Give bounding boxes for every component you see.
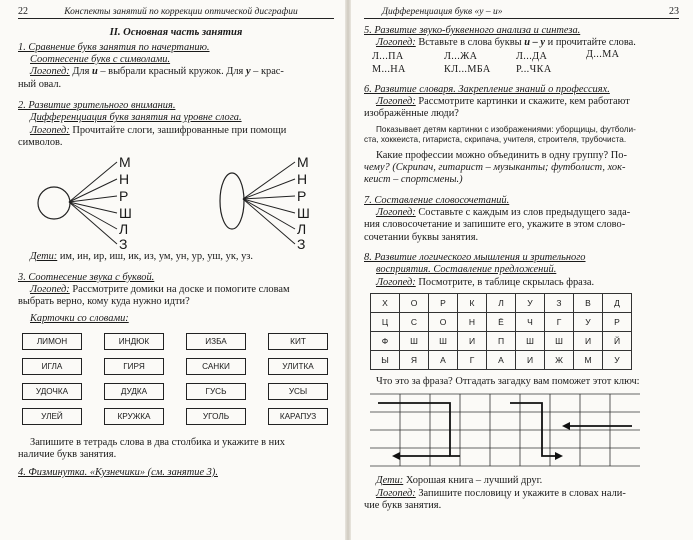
fill-word: Л...ПА: [372, 50, 404, 62]
grid-cell: И: [458, 332, 487, 351]
word-card: ИНДЮК: [104, 333, 164, 350]
oval-symbol: [220, 173, 244, 229]
word-card: ГУСЬ: [186, 383, 246, 400]
section-2-title: 2. Развитие зрительного внимания.: [18, 100, 176, 112]
section-8-question: Что это за фраза? Отгадать загадку вам поможет этот ключ:: [376, 376, 640, 388]
syllable-letter: Н: [119, 171, 130, 188]
grid-cell: Ш: [545, 332, 574, 351]
grid-cell: Д: [603, 294, 632, 313]
word-card: ГИРЯ: [104, 358, 164, 375]
grid-cell: Й: [603, 332, 632, 351]
syllable-letter: З: [119, 236, 128, 253]
grid-cell: П: [487, 332, 516, 351]
section-6-text: [364, 96, 679, 108]
syllable-letter: Л: [119, 221, 129, 238]
letter: у: [245, 66, 251, 78]
section-1-text-2: ный овал.: [18, 78, 62, 90]
section-6-text-2: изображённые люди?: [364, 108, 459, 120]
text-run: – выбрали красный кружок. Для: [97, 66, 246, 78]
section-1-subtitle: Соотнесение букв с символами.: [30, 54, 171, 66]
grid-cell: Р: [603, 313, 632, 332]
section-7-text-2: ния словосочетание и запишите его, укажите в этом слово-: [364, 219, 626, 231]
running-title: Дифференциация букв «у – и»: [382, 7, 503, 17]
section-6-title: 6. Развитие словаря. Закрепление знаний о профессиях.: [364, 83, 610, 95]
section-1-title: 1. Сравнение букв занятия по начертанию.: [18, 42, 210, 53]
section-7-text: [364, 207, 679, 219]
key-grid-diagram: [370, 392, 640, 467]
fill-word: Л...ЖА: [444, 50, 478, 62]
running-title: Конспекты занятий по коррекции оптической дисграфии: [64, 7, 298, 17]
grid-cell: О: [429, 313, 458, 332]
grid-cell: Ы: [371, 351, 400, 370]
section-3-task: Запишите в тетрадь слова в два столбика и укажите в них: [30, 437, 285, 449]
section-6-question-2: чему? (Скрипач, гитарист – музыканты; футболист, хок-: [364, 162, 626, 174]
section-3-text-2: выбрать верно, кому куда нужно идти?: [18, 296, 190, 308]
teacher-note-2: ста, хоккеиста, гитариста, скрипача, учителя, строителя, трубочиста.: [364, 135, 627, 145]
section-2-text-2: символов.: [18, 137, 63, 149]
right-page-header: [364, 4, 679, 19]
syllable-letter: Р: [119, 188, 129, 205]
speaker-label: Логопед:: [30, 66, 70, 78]
word-card: УГОЛЬ: [186, 408, 246, 425]
text-run: – крас-: [250, 66, 284, 78]
speaker-label: Логопед:: [376, 487, 416, 499]
page-number: 22: [18, 6, 28, 17]
letters: и – у: [524, 37, 546, 49]
word-card: УСЫ: [268, 383, 328, 400]
grid-cell: У: [574, 313, 603, 332]
word-card: ИГЛА: [22, 358, 82, 375]
word-card: КИТ: [268, 333, 328, 350]
grid-row: [371, 313, 632, 332]
grid-cell: М: [574, 351, 603, 370]
right-page: [350, 0, 693, 540]
symbol-diagram: [18, 153, 334, 253]
section-8-title: 8. Развитие логического мышления и зрительного: [364, 252, 586, 264]
fill-word: Л...ДА: [516, 50, 548, 62]
grid-cell: Л: [487, 294, 516, 313]
grid-cell: У: [603, 351, 632, 370]
text-run: Вставьте в слова буквы: [415, 37, 525, 49]
grid-cell: Х: [371, 294, 400, 313]
speaker-label: Логопед:: [30, 284, 70, 296]
word-card: УЛИТКА: [268, 358, 328, 375]
symbol-diagram-lines: [18, 153, 334, 253]
fill-word: М...НА: [372, 63, 406, 75]
grid-cell: А: [487, 351, 516, 370]
speaker-label: Логопед:: [376, 276, 416, 288]
section-8-subtitle: восприятия. Составление предложений.: [376, 264, 557, 276]
grid-cell: Ё: [487, 313, 516, 332]
text-run: Посмотрите, в таблице скрылась фраза.: [415, 276, 595, 288]
syllable-letter: Р: [297, 188, 307, 205]
section-8-final-2: чие букв занятия.: [364, 500, 442, 512]
text-run: Рассмотрите домики на доске и помогите словам: [69, 284, 290, 296]
fill-word: Р...ЧКА: [516, 63, 552, 75]
grid-cell: О: [400, 294, 429, 313]
cards-title: Карточки со словами:: [30, 312, 129, 324]
fill-word: КЛ...МБА: [444, 63, 491, 75]
page-number: 23: [669, 6, 679, 17]
grid-row: [371, 332, 632, 351]
grid-cell: И: [516, 351, 545, 370]
word-card: САНКИ: [186, 358, 246, 375]
text-run: Рассмотрите картинки и скажите, кем работают: [415, 95, 630, 107]
grid-cell: И: [574, 332, 603, 351]
grid-cell: Н: [458, 313, 487, 332]
section-3-title: 3. Соотнесение звука с буквой.: [18, 271, 155, 283]
grid-cell: Ч: [516, 313, 545, 332]
grid-cell: З: [545, 294, 574, 313]
letter-grid: [370, 293, 632, 370]
grid-cell: А: [429, 351, 458, 370]
word-card: ЛИМОН: [22, 333, 82, 350]
grid-row: [371, 351, 632, 370]
section-8-text: [364, 277, 679, 289]
section-7-text-3: сочетании буквы занятия.: [364, 231, 479, 243]
section-5-title: 5. Развитие звуко-буквенного анализа и синтеза.: [364, 25, 581, 36]
syllable-letter: Ш: [119, 205, 132, 222]
syllable-letter: Л: [297, 221, 307, 238]
grid-cell: К: [458, 294, 487, 313]
grid-cell: В: [574, 294, 603, 313]
word-card: УЛЕЙ: [22, 408, 82, 425]
word-card: УДОЧКА: [22, 383, 82, 400]
section-2-subtitle: Дифференциация букв занятия на уровне слога.: [30, 112, 242, 124]
word-cards: [22, 333, 334, 425]
section-8-final: [364, 488, 679, 500]
syllable-letter: М: [119, 154, 131, 171]
section-1-text: [18, 66, 334, 78]
grid-cell: Ф: [371, 332, 400, 351]
syllable-letter: Н: [297, 171, 308, 188]
syllable-letter: Ш: [297, 205, 310, 222]
text-run: им, ин, ир, иш, ик, из, ум, ун, ур, уш, ук, уз.: [57, 251, 253, 263]
left-page: [0, 0, 346, 540]
section-2-answer: [18, 251, 334, 263]
grid-cell: Ш: [429, 332, 458, 351]
section-3-task-2: наличие букв занятия.: [18, 449, 117, 461]
speaker-label: Дети:: [30, 251, 58, 263]
grid-row: [371, 294, 632, 313]
left-page-header: [18, 4, 334, 19]
fill-word: Д...МА: [586, 49, 620, 60]
speaker-label: Логопед:: [376, 95, 416, 107]
section-2-text: [18, 125, 334, 137]
speaker-label: Логопед:: [30, 124, 70, 136]
letter: и: [92, 66, 98, 78]
text-run: Запишите пословицу и укажите в словах нали-: [415, 487, 626, 499]
section-8-answer: [364, 475, 679, 487]
word-card: ДУДКА: [104, 383, 164, 400]
word-card: КАРАПУЗ: [268, 408, 328, 425]
teacher-note: Показывает детям картинки с изображениями: уборщицы, футболи-: [376, 124, 636, 134]
text-run: Составьте с каждым из слов предыдущего зада-: [415, 207, 631, 219]
circle-symbol: [38, 187, 70, 219]
section-5-text: [364, 37, 679, 49]
section-6-question-3: кеист – спортсмены.): [364, 174, 463, 186]
section-6-question: Какие профессии можно объединить в одну группу? По-: [376, 149, 627, 161]
grid-cell: С: [400, 313, 429, 332]
grid-cell: Г: [458, 351, 487, 370]
fill-words: [372, 50, 679, 76]
section-3-text: [18, 284, 334, 296]
grid-cell: Я: [400, 351, 429, 370]
main-heading: II. Основная часть занятия: [109, 27, 243, 38]
speaker-label: Дети:: [376, 475, 404, 487]
grid-cell: Ш: [400, 332, 429, 351]
section-7-title: 7. Составление словосочетаний.: [364, 194, 510, 206]
grid-cell: Г: [545, 313, 574, 332]
word-card: КРУЖКА: [104, 408, 164, 425]
grid-cell: Ж: [545, 351, 574, 370]
grid-cell: Р: [429, 294, 458, 313]
syllable-letter: З: [297, 236, 306, 253]
grid-cell: Ц: [371, 313, 400, 332]
grid-cell: У: [516, 294, 545, 313]
text-run: Для: [69, 66, 92, 78]
grid-cell: Ш: [516, 332, 545, 351]
text-run: и прочитайте слова.: [545, 37, 636, 49]
syllable-letter: М: [297, 154, 309, 171]
speaker-label: Логопед:: [376, 207, 416, 219]
word-card: ИЗБА: [186, 333, 246, 350]
text-run: Хорошая книга – лучший друг.: [403, 475, 543, 487]
text-run: Прочитайте слоги, зашифрованные при помощи: [69, 124, 287, 136]
speaker-label: Логопед:: [376, 37, 416, 49]
section-4-title: 4. Физминутка. «Кузнечики» (см. занятие 3).: [18, 466, 218, 478]
